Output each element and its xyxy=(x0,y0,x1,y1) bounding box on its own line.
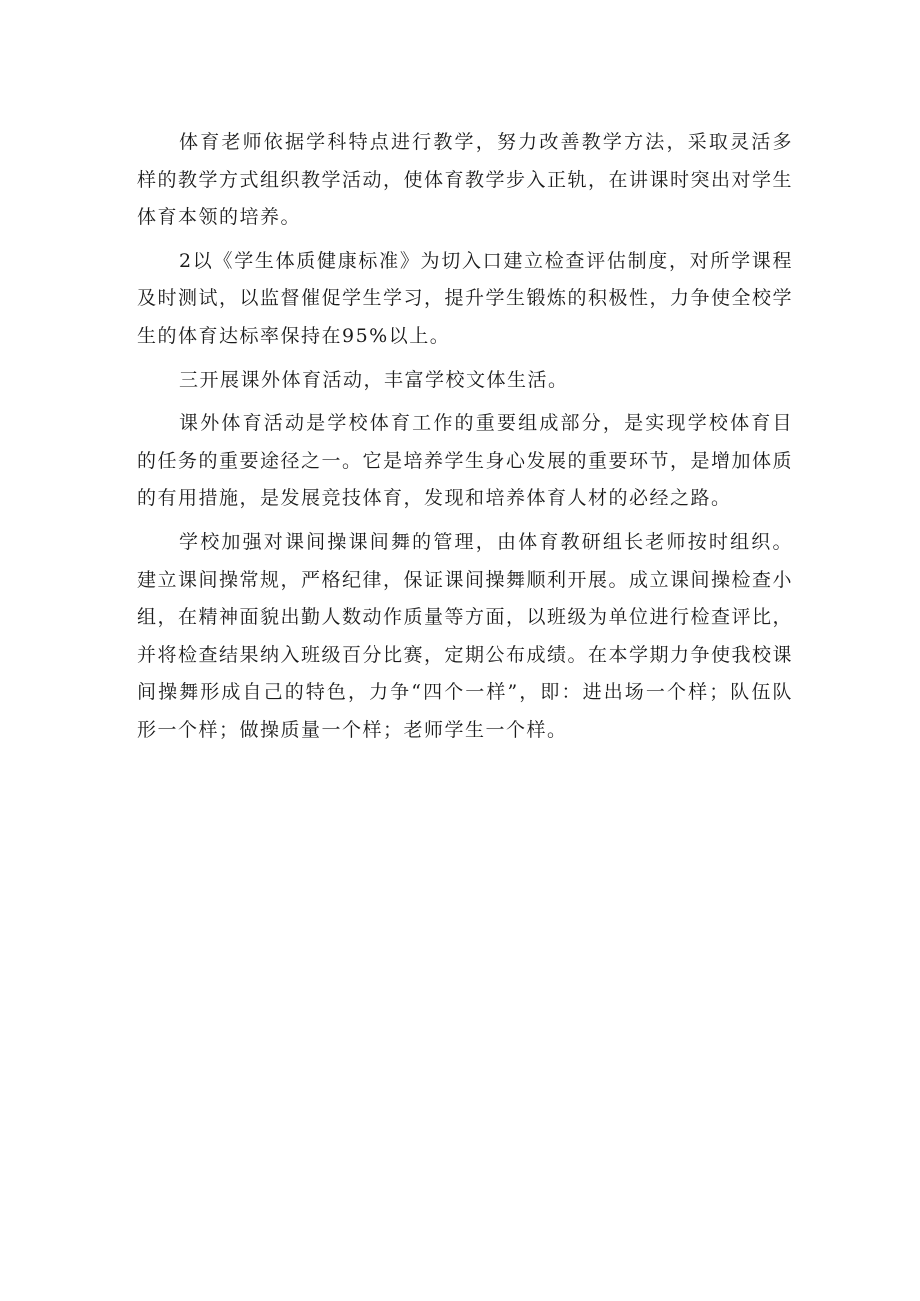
paragraph-assessment-system: 2以《学生体质健康标准》为切入口建立检查评估制度，对所学课程及时测试，以监督催促学生学习，提升学生锻炼的积极性，力争使全校学生的体育达标率保持在95%以上。 xyxy=(137,249,794,347)
paragraph-teaching-methods: 体育老师依据学科特点进行教学，努力改善教学方法，采取灵活多样的教学方式组织教学活动，使体育教学步入正轨，在讲课时突出对学生体育本领的培养。 xyxy=(137,131,794,229)
paragraph-exercise-management: 学校加强对课间操课间舞的管理，由体育教研组长老师按时组织。建立课间操常规，严格纪律，保证课间操舞顺利开展。成立课间操检查小组，在精神面貌出勤人数动作质量等方面，以班级为单位进行检查评比，并将检查结果纳入班级百分比赛，定期公布成绩。在本学期力争使我校课间操舞形成自己的特色，力争“四个一样”，即：进出场一个样；队伍队形一个样；做操质量一个样；老师学生一个样。 xyxy=(137,530,794,741)
paragraph-section-heading: 三开展课外体育活动，丰富学校文体生活。 xyxy=(179,368,569,391)
paragraph-extracurricular-activities: 课外体育活动是学校体育工作的重要组成部分，是实现学校体育目的任务的重要途径之一。它是培养学生身心发展的重要环节，是增加体质的有用措施，是发展竞技体育，发现和培养体育人材的必经之路。 xyxy=(137,412,794,510)
document-body xyxy=(137,124,793,756)
